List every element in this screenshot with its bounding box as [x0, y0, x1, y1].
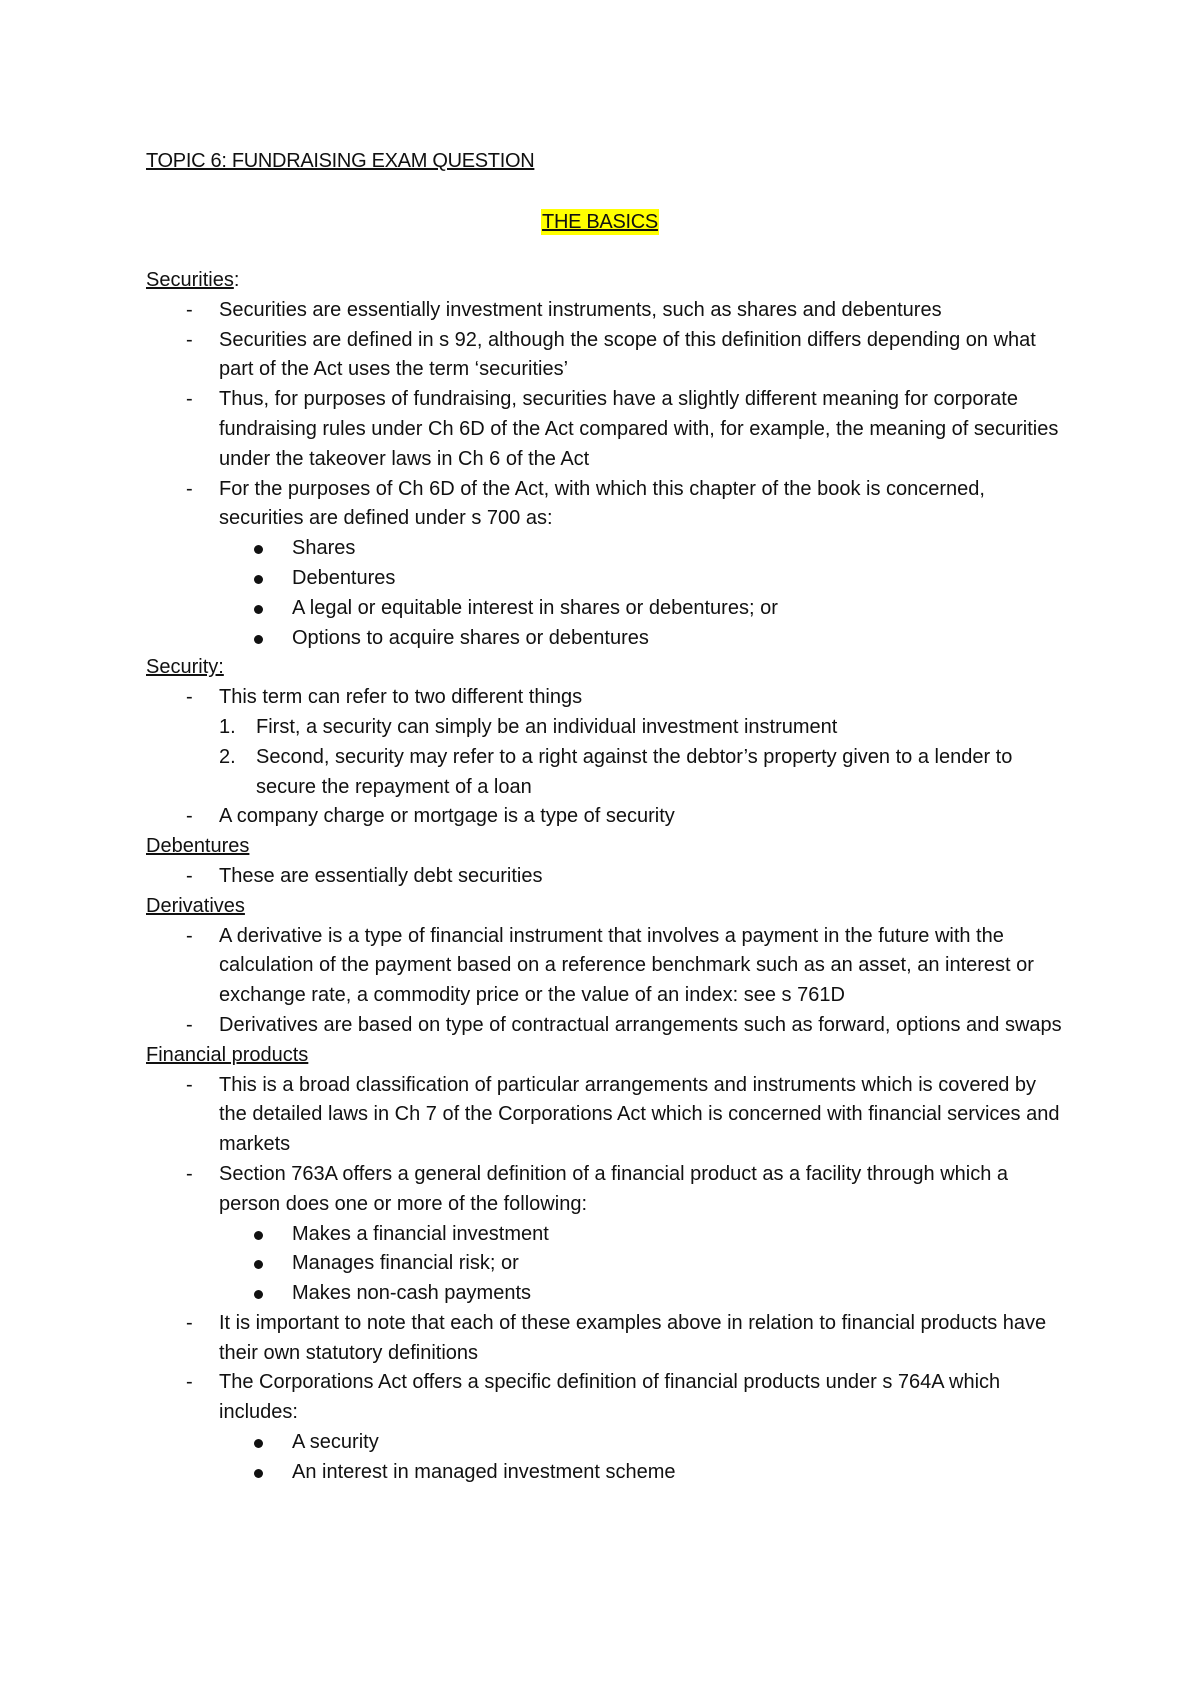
item-number: 2.: [219, 745, 236, 768]
bullet-item: Shares: [146, 534, 1066, 564]
list-item: - Securities are essentially investment instruments, such as shares and debentures: [146, 296, 1066, 326]
financial-products-heading: Financial products: [146, 1043, 309, 1066]
bullet-item: Manages financial risk; or: [146, 1249, 1066, 1279]
document-body: [146, 266, 1066, 1488]
bullet-item: Makes non-cash payments: [146, 1279, 1066, 1309]
bullet-item: An interest in managed investment scheme: [146, 1458, 1066, 1488]
bullet-item: Makes a financial investment: [146, 1220, 1066, 1250]
list-item: - Derivatives are based on type of contractual arrangements such as forward, options and swaps: [146, 1011, 1066, 1041]
list-item: - Section 763A offers a general definition of a financial product as a facility through which a person does one or more of the following:: [146, 1160, 1066, 1220]
numbered-item: [146, 743, 1066, 803]
item-number: 1.: [219, 715, 236, 738]
list-item: - The Corporations Act offers a specific definition of financial products under s 764A which includes:: [146, 1368, 1066, 1428]
list-item: - These are essentially debt securities: [146, 862, 1066, 892]
list-item: - For the purposes of Ch 6D of the Act, with which this chapter of the book is concerned, securities are defined under s 700 as:: [146, 475, 1066, 535]
derivatives-heading: Derivatives: [146, 894, 245, 917]
item-text: First, a security can simply be an individual investment instrument: [256, 715, 838, 738]
list-item: - A derivative is a type of financial instrument that involves a payment in the future with the calculation of the payment based on a reference benchmark such as an asset, an interest or exchange rate, a commodity price or the value of an index: see s 761D: [146, 922, 1066, 1011]
subtitle-wrap: [0, 208, 1200, 238]
list-item: - This is a broad classification of particular arrangements and instruments which is covered by the detailed laws in Ch 7 of the Corporations Act which is concerned with financial services and markets: [146, 1071, 1066, 1160]
securities-heading: Securities: [146, 269, 234, 291]
list-item: - This term can refer to two different things: [146, 683, 1066, 713]
list-item: - Thus, for purposes of fundraising, securities have a slightly different meaning for corporate fundraising rules under Ch 6D of the Act compared with, for example, the meaning of securities under the takeover laws in Ch 6 of the Act: [146, 385, 1066, 474]
list-item: - It is important to note that each of these examples above in relation to financial products have their own statutory definitions: [146, 1309, 1066, 1369]
debentures-heading: Debentures: [146, 835, 250, 858]
security-heading: Security:: [146, 656, 224, 679]
bullet-item: A legal or equitable interest in shares or debentures; or: [146, 594, 1066, 624]
list-item: - Securities are defined in s 92, although the scope of this definition differs depending on what part of the Act uses the term ‘securities’: [146, 326, 1066, 386]
section-title-highlight: THE BASICS: [542, 211, 658, 233]
bullet-item: A security: [146, 1428, 1066, 1458]
numbered-item: [146, 713, 1066, 743]
item-text: Second, security may refer to a right against the debtor’s property given to a lender to secure the repayment of a loan: [256, 745, 1013, 798]
list-item: - A company charge or mortgage is a type of security: [146, 802, 1066, 832]
bullet-item: Options to acquire shares or debentures: [146, 624, 1066, 654]
securities-heading-line: [146, 266, 1066, 296]
bullet-item: Debentures: [146, 564, 1066, 594]
page-title: TOPIC 6: FUNDRAISING EXAM QUESTION: [146, 150, 535, 172]
securities-heading-colon: :: [233, 269, 240, 291]
